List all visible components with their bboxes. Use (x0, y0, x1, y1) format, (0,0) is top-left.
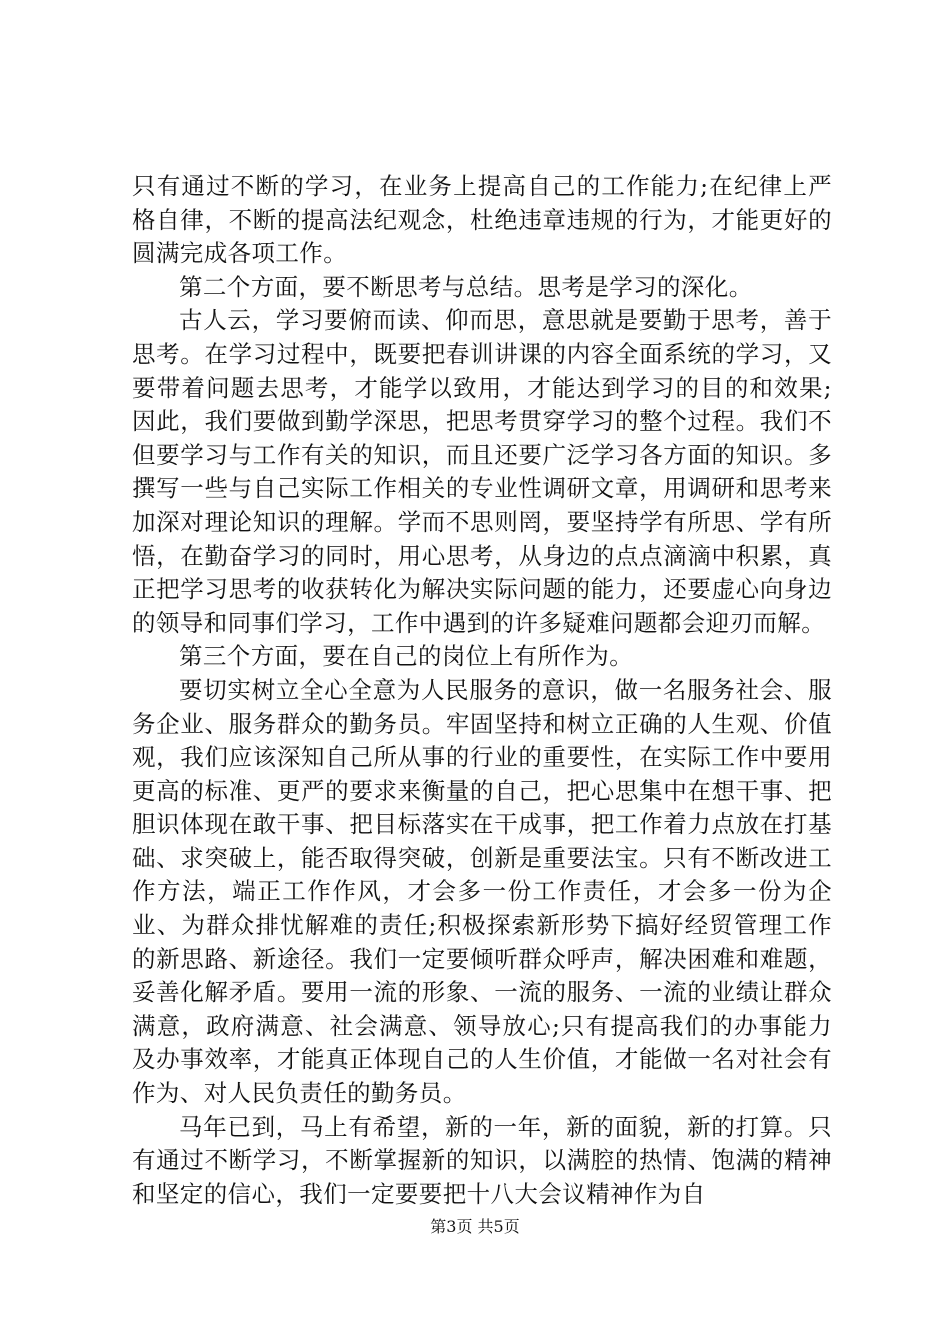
paragraph-service: 要切实树立全心全意为人民服务的意识，做一名服务社会、服务企业、服务群众的勤务员。牢固坚持和树立正确的人生观、价值观，我们应该深知自己所从事的行业的重要性，在实际工作中要用更高的标准、更严的要求来衡量的自己，把心思集中在想干事、把胆识体现在敢干事、把目标落实在干成事，把工作着力点放在打基础、求突破上，能否取得突破，创新是重要法宝。只有不断改进工作方法，端正工作作风，才会多一份工作责任，才会多一份为企业、为群众排忧解难的责任;积极探索新形势下搞好经贸管理工作的新思路、新途径。我们一定要倾听群众呼声，解决困难和难题，妥善化解矛盾。要用一流的形象、一流的服务、一流的业绩让群众满意，政府满意、社会满意、领导放心;只有提高我们的办事能力及办事效率，才能真正体现自己的人生价值，才能做一名对社会有作为、对人民负责任的勤务员。 (132, 675, 832, 1108)
paragraph-new-year: 马年已到，马上有希望，新的一年，新的面貌，新的打算。只有通过不断学习，不断掌握新的知识，以满腔的热情、饱满的精神和坚定的信心，我们一定要要把十八大会议精神作为自 (132, 1112, 832, 1208)
document-body (132, 170, 832, 1211)
paragraph-section-two-heading: 第二个方面，要不断思考与总结。思考是学习的深化。 (179, 272, 753, 301)
page-footer: 第3页 共5页 (430, 1217, 520, 1236)
paragraph-continuation: 只有通过不断的学习，在业务上提高自己的工作能力;在纪律上严格自律，不断的提高法纪观念，杜绝违章违规的行为，才能更好的圆满完成各项工作。 (132, 172, 832, 268)
paragraph-section-three-heading: 第三个方面，要在自己的岗位上有所作为。 (179, 642, 634, 671)
paragraph-thinking: 古人云，学习要俯而读、仰而思，意思就是要勤于思考，善于思考。在学习过程中，既要把春训讲课的内容全面系统的学习，又要带着问题去思考，才能学以致用，才能达到学习的目的和效果;因此，我们要做到勤学深思，把思考贯穿学习的整个过程。我们不但要学习与工作有关的知识，而且还要广泛学习各方面的知识。多撰写一些与自己实际工作相关的专业性调研文章，用调研和思考来加深对理论知识的理解。学而不思则罔，要坚持学有所思、学有所悟，在勤奋学习的同时，用心思考，从身边的点点滴滴中积累，真正把学习思考的收获转化为解决实际问题的能力，还要虚心向身边的领导和同事们学习，工作中遇到的许多疑难问题都会迎刃而解。 (132, 306, 832, 637)
